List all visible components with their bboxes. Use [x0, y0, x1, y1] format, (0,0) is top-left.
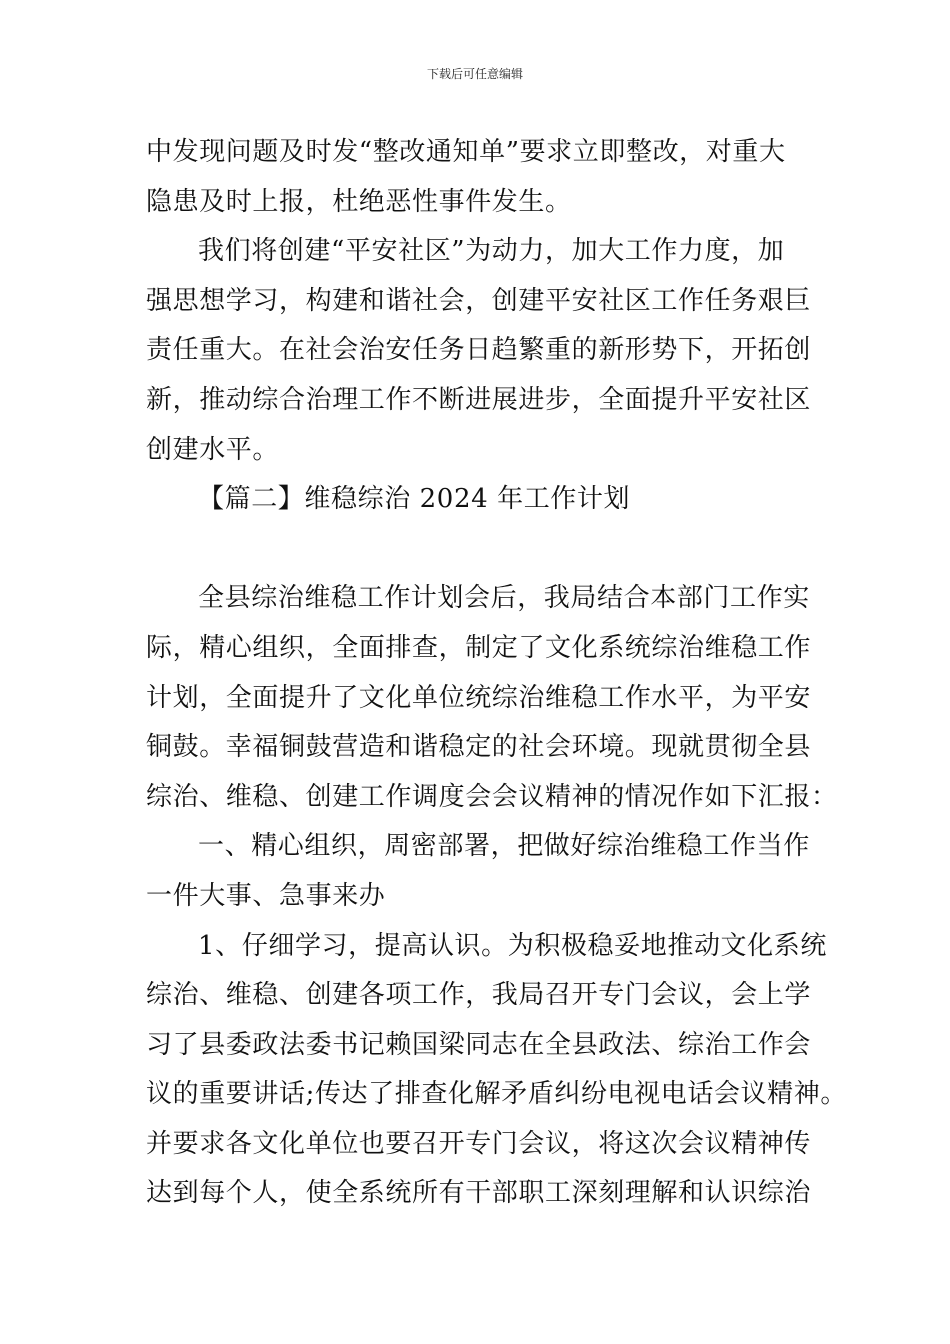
paragraph-line: 1、仔细学习，提高认识。为积极稳妥地推动文化系统 [198, 930, 827, 961]
paragraph-line: 中发现问题及时发“整改通知单”要求立即整改，对重大 [146, 137, 786, 167]
paragraph-line: 达到每个人，使全系统所有干部职工深刻理解和认识综治 [146, 1178, 812, 1209]
paragraph-line: 隐患及时上报，杜绝恶性事件发生。 [146, 186, 572, 217]
paragraph-line: 一、精心组织，周密部署，把做好综治维稳工作当作 [198, 831, 810, 862]
paragraph-line: 铜鼓。幸福铜鼓营造和谐稳定的社会环境。现就贯彻全县 [146, 732, 812, 763]
paragraph-line: 全县综治维稳工作计划会后，我局结合本部门工作实 [198, 583, 810, 614]
paragraph-line: 习了县委政法委书记赖国梁同志在全县政法、综治工作会 [146, 1029, 812, 1060]
paragraph-line: 并要求各文化单位也要召开专门会议，将这次会议精神传 [146, 1128, 812, 1159]
paragraph-line: 议的重要讲话;传达了排查化解矛盾纠纷电视电话会议精神。 [146, 1079, 847, 1110]
blank-line [146, 525, 810, 575]
document-body [146, 128, 847, 1219]
paragraph-line: 我们将创建“平安社区”为动力，加大工作力度，加 [198, 236, 785, 267]
section-heading: 【篇二】维稳综治 2024 年工作计划 [198, 484, 631, 515]
paragraph-line: 新，推动综合治理工作不断进展进步，全面提升平安社区 [146, 384, 812, 415]
paragraph-line: 际，精心组织，全面排查，制定了文化系统综治维稳工作 [146, 632, 812, 663]
paragraph-line: 综治、维稳、创建各项工作，我局召开专门会议，会上学 [146, 980, 812, 1011]
paragraph-line: 责任重大。在社会治安任务日趋繁重的新形势下，开拓创 [146, 335, 812, 366]
paragraph-line: 一件大事、急事来办 [146, 880, 386, 911]
paragraph-line: 强思想学习，构建和谐社会，创建平安社区工作任务艰巨 [146, 285, 812, 316]
paragraph-line: 创建水平。 [146, 434, 280, 465]
paragraph-line: 计划，全面提升了文化单位统综治维稳工作水平，为平安 [146, 682, 812, 713]
page-header: 下载后可任意编辑 [426, 67, 523, 81]
paragraph-line: 综治、维稳、创建工作调度会会议精神的情况作如下汇报： [146, 781, 838, 812]
